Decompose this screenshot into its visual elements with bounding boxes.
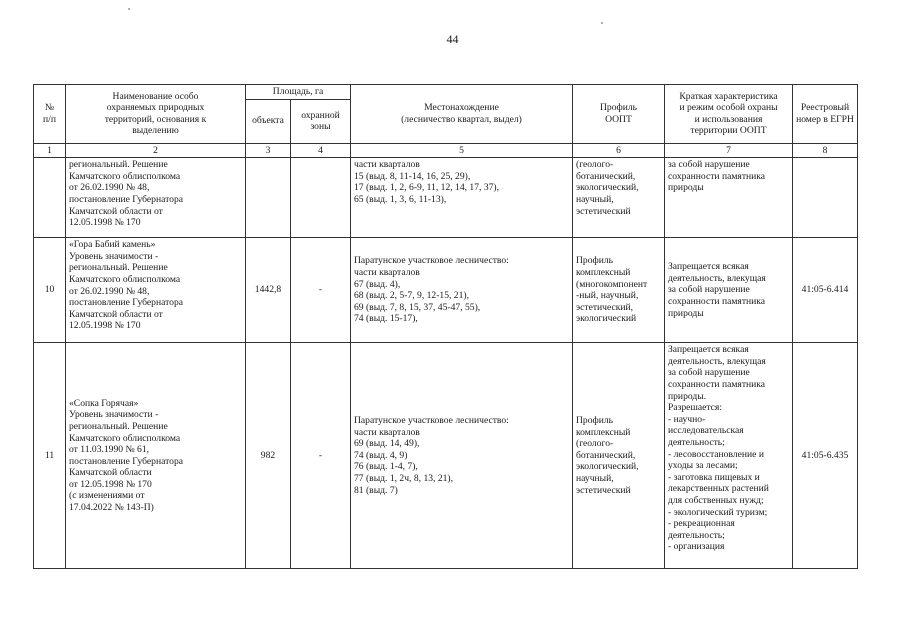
row-name: региональный. Решение Камчатского облисполкома от 26.02.1990 № 48, постановление Губернатора Камчатской области от 12.05.1998 № 170 [66,158,246,238]
column-index: 8 [793,143,858,158]
header-location: Местонахождение (лесничество квартал, выдел) [351,85,573,144]
header-profile: Профиль ООПТ [573,85,665,144]
row-area [246,158,291,238]
row-regime: Запрещается всякая деятельность, влекущая за собой нарушение сохранности памятника природы [665,238,793,343]
scan-speck [128,8,130,10]
column-index: 4 [291,143,351,158]
header-regime: Краткая характеристика и режим особой охраны и использования территории ООПТ [665,85,793,144]
column-index: 6 [573,143,665,158]
column-index: 3 [246,143,291,158]
row-registry: 41:05-6.414 [793,238,858,343]
header-registry: Реестровый номер в ЕГРН [793,85,858,144]
row-profile: Профиль комплексный (геолого- ботанический, экологический, научный, эстетический [573,343,665,569]
column-index: 7 [665,143,793,158]
table-row [34,343,858,569]
row-regime: Запрещается всякая деятельность, влекущая за собой нарушение сохранности памятника природы. Разрешается: - научно- исследовательская деятельность; - лесовосстановление и уходы за лесами; - заготовка пищевых и лекарственных растений для собственных нужд; - экологический туризм; - рекреационная деятельность; - организация [665,343,793,569]
header-name: Наименование особо охраняемых природных территорий, основания к выделению [66,85,246,144]
header-num: № п/п [34,85,66,144]
scan-speck [601,22,603,24]
row-num [34,158,66,238]
row-registry [793,158,858,238]
column-index: 2 [66,143,246,158]
column-index-row [34,143,858,158]
row-location: Паратунское участковое лесничество: части кварталов 69 (выд. 14, 49), 74 (выд. 4, 9) 76 (выд. 1-4, 7), 77 (выд. 1, 2ч, 8, 13, 21), 81 (выд. 7) [351,343,573,569]
column-index: 1 [34,143,66,158]
row-area: 1442,8 [246,238,291,343]
page-number: 44 [446,32,459,46]
protected-areas-table [33,84,858,569]
table-row [34,158,858,238]
row-num: 10 [34,238,66,343]
row-location: Паратунское участковое лесничество: части кварталов 67 (выд. 4), 68 (выд. 2, 5-7, 9, 12-15, 21), 69 (выд. 7, 8, 15, 37, 45-47, 55), 74 (выд. 15-17), [351,238,573,343]
row-area: 982 [246,343,291,569]
row-name: «Сопка Горячая» Уровень значимости - региональный. Решение Камчатского облисполкома от 11.03.1990 № 61, постановление Губернатора Камчатской области от 12.05.1998 № 170 (с изменениями от 17.04.2022 № 143-П) [66,343,246,569]
header-area: Площадь, га [246,85,351,100]
header-area-buffer: охранной зоны [291,99,351,143]
row-profile: (геолого- ботанический, экологический, научный, эстетический [573,158,665,238]
row-registry: 41:05-6.435 [793,343,858,569]
column-index: 5 [351,143,573,158]
table-row [34,238,858,343]
row-buffer: - [291,238,351,343]
row-profile: Профиль комплексный (многокомпонент -ный, научный, эстетический, экологический [573,238,665,343]
row-location: части кварталов 15 (выд. 8, 11-14, 16, 25, 29), 17 (выд. 1, 2, 6-9, 11, 12, 14, 17, 37), 65 (выд. 1, 3, 6, 11-13), [351,158,573,238]
header-area-object: объекта [246,99,291,143]
row-buffer [291,158,351,238]
row-buffer: - [291,343,351,569]
row-name: «Гора Бабий камень» Уровень значимости - региональный. Решение Камчатского облисполкома от 26.02.1990 № 48, постановление Губернатора Камчатской области от 12.05.1998 № 170 [66,238,246,343]
row-regime: за собой нарушение сохранности памятника природы [665,158,793,238]
row-num: 11 [34,343,66,569]
